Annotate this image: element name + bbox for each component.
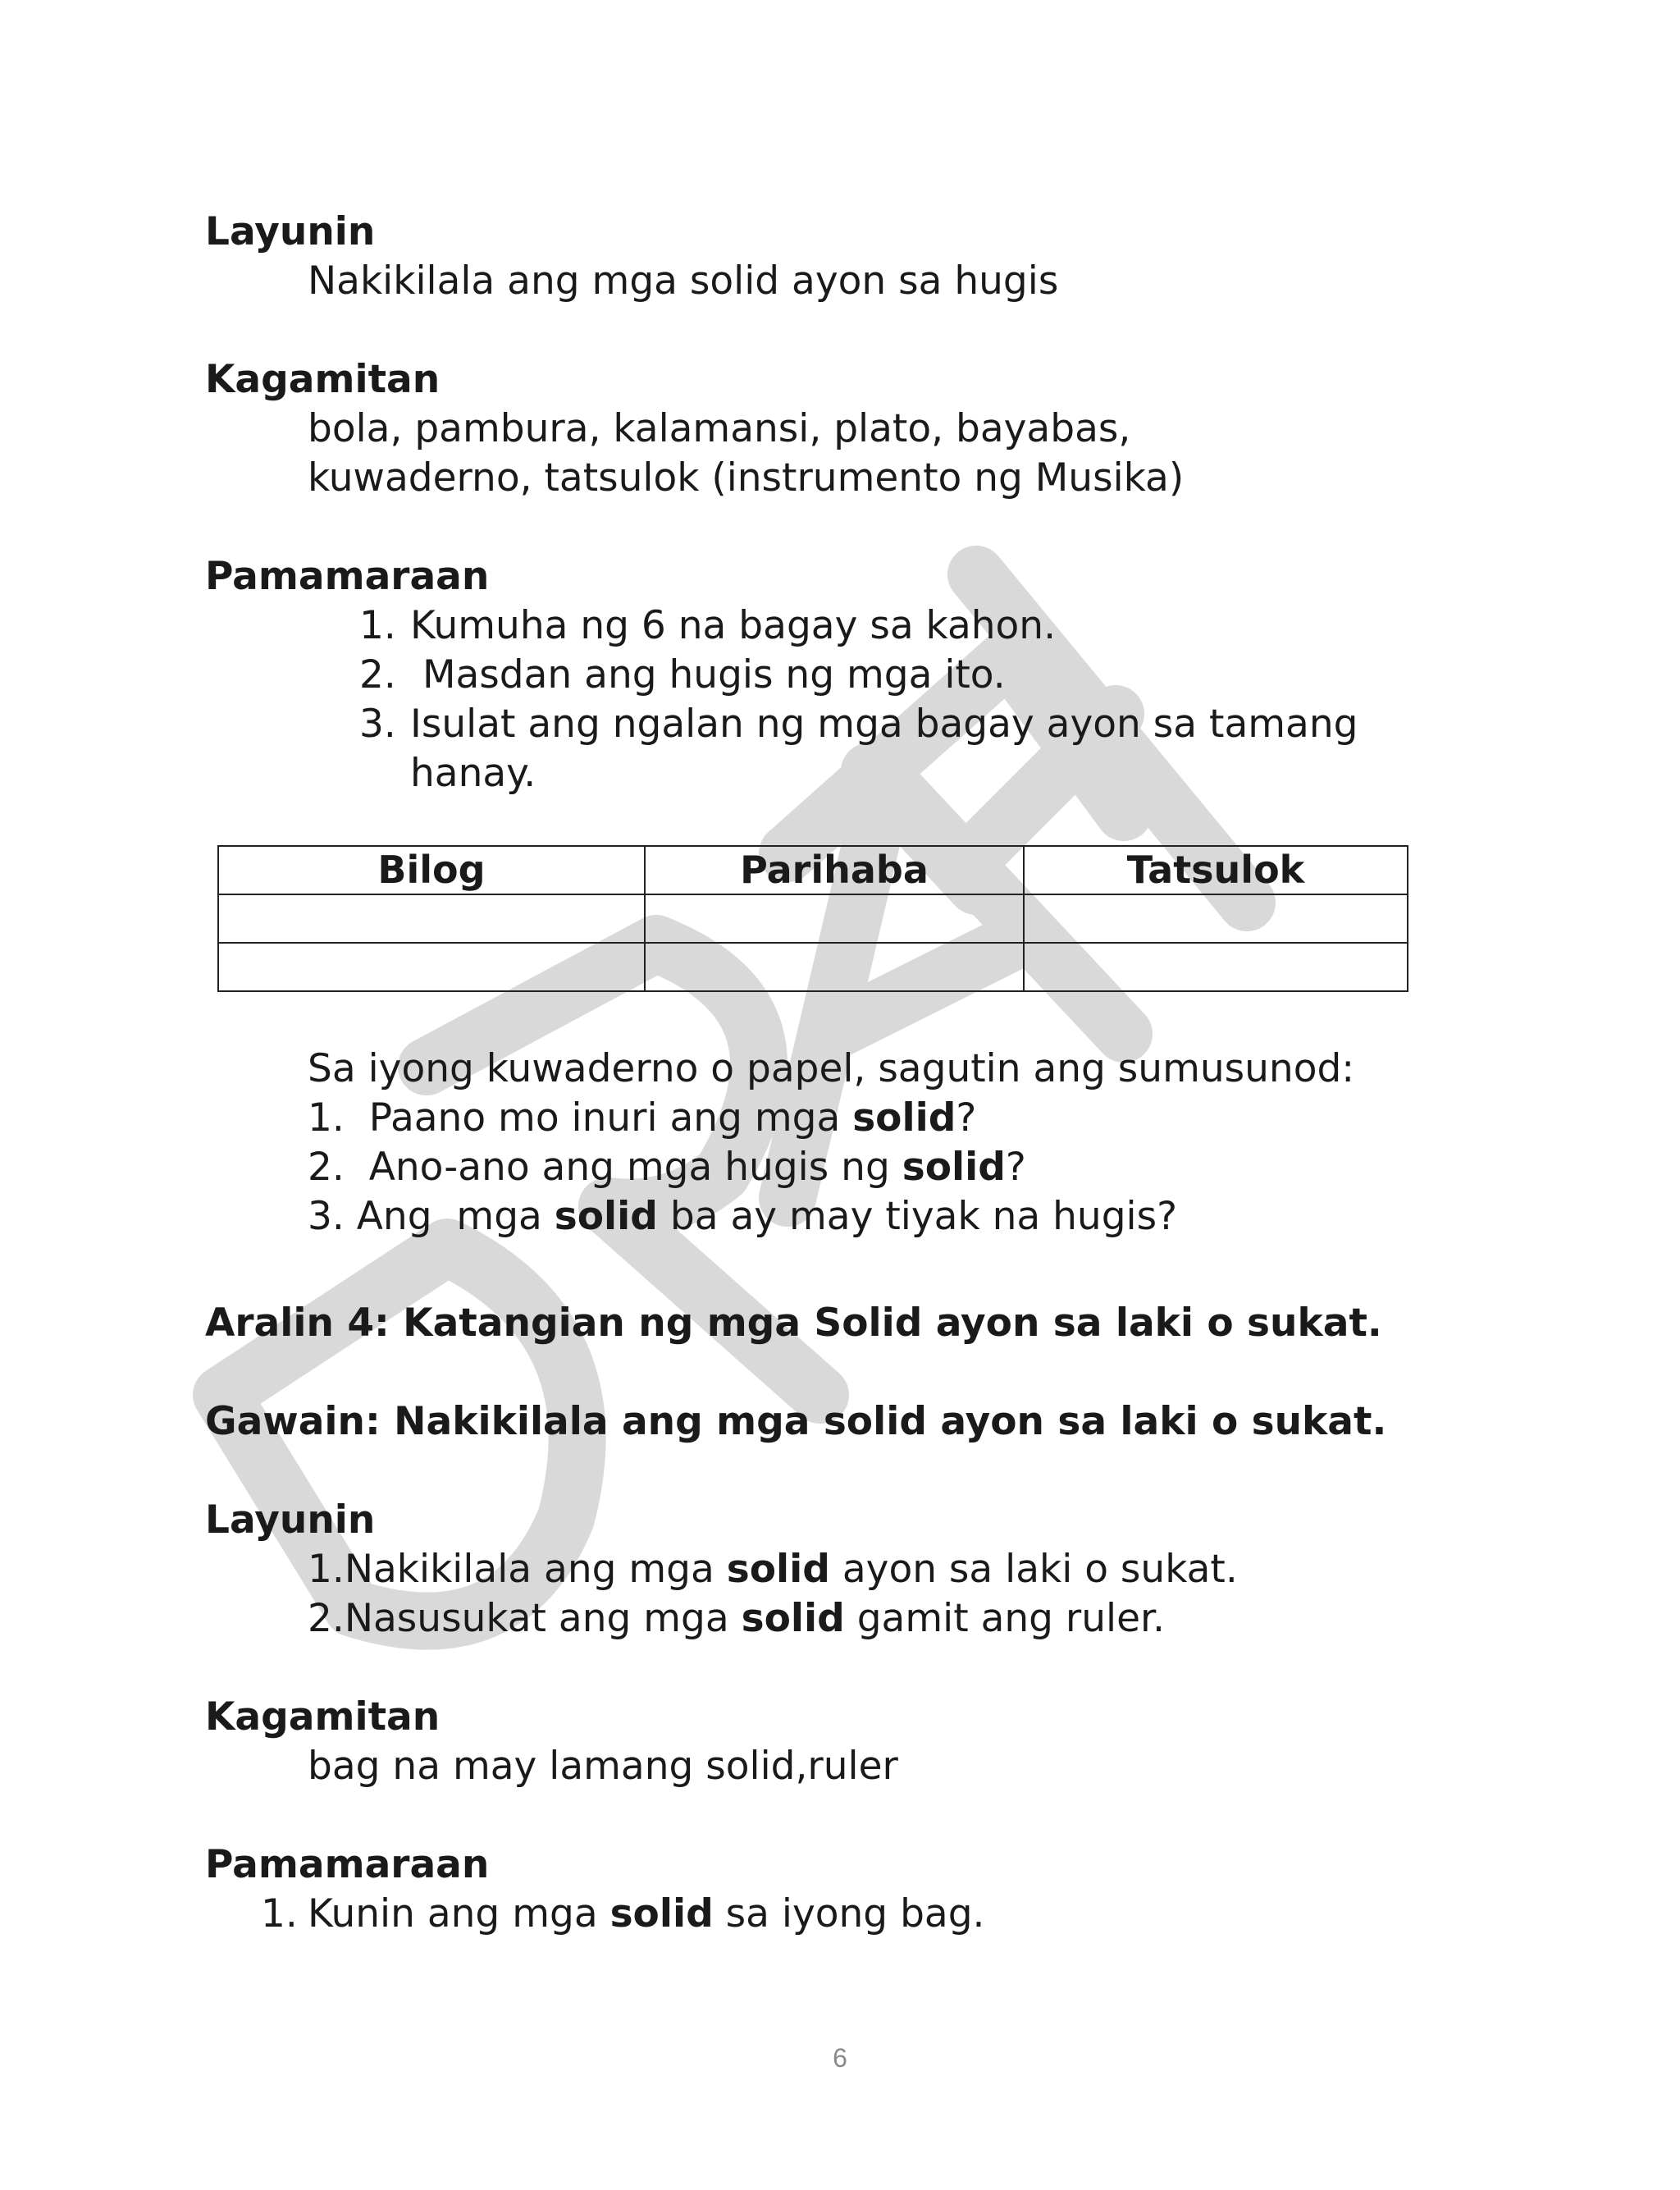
page-number: 6 (833, 2043, 847, 2073)
lesson-title: Aralin 4: Katangian ng mga Solid ayon sa laki o sukat. (205, 1301, 1382, 1346)
materials-heading: Kagamitan (205, 1694, 441, 1740)
table-cell (1024, 943, 1408, 991)
objective-heading: Layunin (205, 1497, 376, 1543)
objective-item: 2.Nasusukat ang mga solid gamit ang ruler. (308, 1596, 1165, 1641)
table-header-row (218, 846, 1408, 894)
column-header-bilog: Bilog (218, 846, 645, 894)
question-item: 1. Paano mo inuri ang mga solid? (308, 1095, 977, 1141)
objective-item: 1.Nakikilala ang mga solid ayon sa laki o sukat. (308, 1547, 1238, 1592)
table-cell (645, 943, 1024, 991)
question-item: 3. Ang mga solid ba ay may tiyak na hugis? (308, 1194, 1178, 1239)
table-cell (218, 943, 645, 991)
procedure-heading: Pamamaraan (205, 554, 490, 599)
table-cell (645, 894, 1024, 943)
table-row (218, 943, 1408, 991)
procedure-step-text: Isulat ang ngalan ng mga bagay ayon sa tamang (410, 702, 1358, 747)
procedure-step-number: 2. (359, 652, 396, 697)
questions-intro: Sa iyong kuwaderno o papel, sagutin ang sumusunod: (308, 1046, 1355, 1091)
materials-text: bag na may lamang solid,ruler (308, 1744, 898, 1789)
question-item: 2. Ano-ano ang mga hugis ng solid? (308, 1145, 1026, 1190)
materials-line-1: bola, pambura, kalamansi, plato, bayabas, (308, 406, 1131, 451)
procedure-step-text: Kunin ang mga solid sa iyong bag. (308, 1891, 985, 1936)
shapes-table (217, 845, 1408, 992)
column-header-parihaba: Parihaba (645, 846, 1024, 894)
materials-line-2: kuwaderno, tatsulok (instrumento ng Musika) (308, 455, 1185, 501)
table-cell (1024, 894, 1408, 943)
procedure-step-number: 3. (359, 702, 396, 747)
procedure-step-number: 1. (359, 603, 396, 648)
column-header-tatsulok: Tatsulok (1024, 846, 1408, 894)
procedure-step-continuation: hanay. (410, 751, 536, 796)
procedure-step-text: Kumuha ng 6 na bagay sa kahon. (410, 603, 1057, 648)
activity-title: Gawain: Nakikilala ang mga solid ayon sa laki o sukat. (205, 1399, 1387, 1444)
table-row (218, 894, 1408, 943)
table-cell (218, 894, 645, 943)
materials-heading: Kagamitan (205, 357, 441, 402)
objective-heading: Layunin (205, 209, 376, 254)
procedure-step-text: Masdan ang hugis ng mga ito. (410, 652, 1006, 697)
procedure-step-number: 1. (261, 1891, 298, 1936)
procedure-heading: Pamamaraan (205, 1842, 490, 1887)
objective-text: Nakikilala ang mga solid ayon sa hugis (308, 258, 1059, 304)
